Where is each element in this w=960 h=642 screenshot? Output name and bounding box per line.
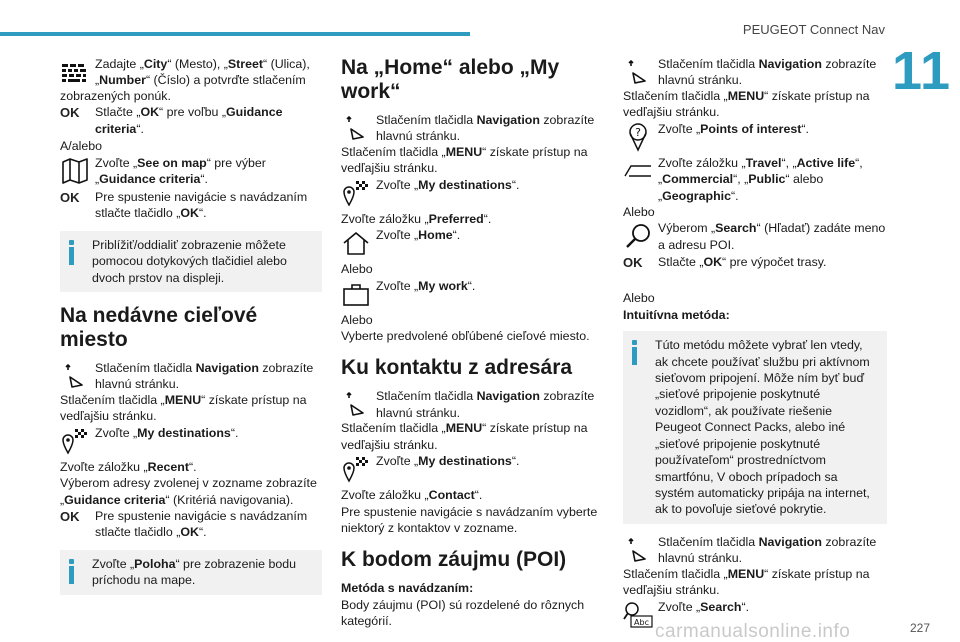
step-text: Zadajte „City“ (Mesto), „Street“ (Ulica), „Number“ (Číslo) a potvrďte stlačením bbox=[95, 57, 310, 88]
info-note bbox=[60, 231, 322, 292]
step-start-nav bbox=[60, 189, 322, 223]
briefcase-icon bbox=[341, 279, 371, 309]
step-home bbox=[341, 227, 605, 261]
step-text: Zvoľte záložku „Recent“. bbox=[60, 459, 197, 474]
svg-text:Abc: Abc bbox=[634, 617, 649, 627]
destination-pin-icon bbox=[60, 426, 90, 456]
ok-icon: OK bbox=[60, 189, 80, 205]
alebo-text: Alebo bbox=[341, 312, 373, 327]
step-text: Zvoľte „Home“. bbox=[376, 228, 461, 243]
step-text: Stlačením tlačidla „MENU“ získate prístup na vedľajšiu stránku. bbox=[341, 145, 588, 176]
search-icon bbox=[623, 221, 653, 251]
alebo-text: Alebo bbox=[623, 291, 655, 306]
step-text: Výberom adresy zvolenej v zozname zobrazíte „Guidance criteria“ (Kritériá navigovania). bbox=[60, 476, 317, 507]
step-enter-address bbox=[60, 56, 322, 90]
keyboard-icon bbox=[60, 57, 90, 87]
alebo-text: Alebo bbox=[623, 205, 655, 220]
note-text: Priblížiť/oddialiť zobrazenie môžete pomocou dotykových tlačidiel alebo dvoch prstov na displeji. bbox=[92, 237, 287, 285]
step-text: Zvoľte „My destinations“. bbox=[95, 425, 239, 440]
step-text: Pre spustenie navigácie s navádzaním stlačte tlačidlo „OK“. bbox=[95, 189, 308, 221]
step-ok-guidance bbox=[60, 104, 322, 138]
info-icon bbox=[68, 240, 74, 266]
step-text: Stlačením tlačidla „MENU“ získate prístup na vedľajšiu stránku. bbox=[341, 421, 588, 452]
step-text: Stlačením tlačidla „MENU“ získate prístup na vedľajšiu stránku. bbox=[60, 393, 307, 424]
map-icon bbox=[60, 156, 90, 186]
step-text: Zvoľte „My work“. bbox=[376, 278, 476, 293]
svg-text:?: ? bbox=[635, 125, 641, 139]
destination-pin-icon bbox=[341, 454, 371, 484]
step-search bbox=[623, 220, 887, 254]
step-text: Stlačením tlačidla Navigation zobrazíte hlavnú stránku. bbox=[376, 389, 595, 420]
watermark-text: carmanualsonline.info bbox=[655, 620, 851, 642]
column-1 bbox=[60, 56, 322, 605]
tabs-icon bbox=[623, 156, 653, 186]
info-icon bbox=[631, 340, 637, 366]
step-text: Stlačením tlačidla Navigation zobrazíte hlavnú stránku. bbox=[95, 361, 314, 392]
step-navigation bbox=[623, 56, 887, 90]
navigation-arrow-icon bbox=[60, 361, 90, 391]
method-label: Metóda s navádzaním: bbox=[341, 581, 474, 596]
section-heading-home: Na „Home“ alebo „My work“ bbox=[341, 56, 560, 103]
step-navigation bbox=[60, 360, 322, 394]
step-my-destinations bbox=[341, 453, 605, 487]
step-text: Stlačením tlačidla Navigation zobrazíte hlavnú stránku. bbox=[658, 57, 877, 88]
destination-pin-icon bbox=[341, 178, 371, 208]
step-text: Pre spustenie navigácie s navádzaním vyberte niektorý z kontaktov v zozname. bbox=[341, 504, 598, 536]
ok-icon: OK bbox=[623, 255, 643, 271]
search-text-icon bbox=[623, 600, 653, 630]
step-text: Stlačením tlačidla Navigation zobrazíte hlavnú stránku. bbox=[376, 113, 595, 144]
note-text: Zvoľte „Poloha“ pre zobrazenie bodu príchodu na mape. bbox=[92, 557, 297, 588]
section-heading-poi: K bodom záujmu (POI) bbox=[341, 548, 567, 572]
step-poi bbox=[623, 121, 887, 155]
step-text-cont: zobrazených ponúk. bbox=[60, 89, 171, 103]
ok-icon: OK bbox=[60, 105, 80, 121]
step-text: Zvoľte záložku „Preferred“. bbox=[341, 211, 492, 226]
method-label: Intuitívna metóda: bbox=[623, 307, 730, 322]
column-2 bbox=[341, 56, 605, 630]
step-text: Pre spustenie navigácie s navádzaním stlačte tlačidlo „OK“. bbox=[95, 509, 308, 540]
step-text: Stlačením tlačidla „MENU“ získate prístup na vedľajšiu stránku. bbox=[623, 89, 870, 120]
step-text: Vyberte predvolené obľúbené cieľové miesto. bbox=[341, 329, 590, 344]
alebo-text: A/alebo bbox=[60, 139, 103, 154]
header-title: PEUGEOT Connect Nav bbox=[742, 22, 885, 37]
poi-question-icon bbox=[623, 122, 653, 152]
step-text: Stlačte „OK“ pre voľbu „Guidance criteria“. bbox=[95, 105, 283, 136]
section-heading-contact: Ku kontaktu z adresára bbox=[341, 356, 573, 380]
navigation-arrow-icon bbox=[623, 57, 653, 87]
column-3 bbox=[623, 56, 887, 633]
home-icon bbox=[341, 228, 371, 258]
navigation-arrow-icon bbox=[623, 535, 653, 565]
step-category-tabs bbox=[623, 155, 887, 204]
section-heading-recent: Na nedávne cieľové miesto bbox=[60, 304, 258, 352]
step-text: Zvoľte záložku „Travel“, „Active life“, „Commercial“, „Public“ alebo „Geographic“. bbox=[658, 155, 863, 203]
step-text: Stlačením tlačidla „MENU“ získate prístup na vedľajšiu stránku. bbox=[623, 566, 870, 598]
step-my-work bbox=[341, 278, 605, 312]
info-icon bbox=[68, 559, 74, 585]
step-text: Zvoľte záložku „Contact“. bbox=[341, 488, 483, 503]
step-text: Zvoľte „Search“. bbox=[658, 599, 750, 614]
navigation-arrow-icon bbox=[341, 113, 371, 143]
step-navigation bbox=[341, 388, 605, 422]
step-see-on-map bbox=[60, 155, 322, 189]
step-ok-route bbox=[623, 254, 887, 284]
step-text: Zvoľte „My destinations“. bbox=[376, 454, 520, 469]
step-navigation bbox=[623, 534, 887, 568]
info-note bbox=[60, 550, 322, 595]
step-my-destinations bbox=[341, 177, 605, 211]
alebo-text: Alebo bbox=[341, 262, 373, 277]
step-text: Zvoľte „My destinations“. bbox=[376, 177, 520, 192]
note-text: Túto metódu môžete vybrať len vtedy, ak chcete používať službu pri aktívnom sieťovom pripojení. Môže ním byť buď „sieťové pripojenie poskytnuté vozidlom“, ak používate riešenie Peugeot Connect Packs, alebo iné „sieťové pripojenie poskytnuté používateľom“ prostredníctvom smartfónu, V oboch prípadoch sa systém automaticky pripája na internet, ak to povoľuje sieťové pokrytie. bbox=[655, 338, 870, 517]
page-number: 227 bbox=[909, 620, 930, 635]
step-my-destinations bbox=[60, 425, 322, 459]
navigation-arrow-icon bbox=[341, 389, 371, 419]
info-note bbox=[623, 331, 887, 523]
step-text: Stlačením tlačidla Navigation zobrazíte hlavnú stránku. bbox=[658, 534, 877, 566]
step-text: Výberom „Search“ (Hľadať) zadáte meno a adresu POI. bbox=[658, 221, 886, 252]
header-accent-bar bbox=[0, 32, 470, 36]
step-text: Zvoľte „Points of interest“. bbox=[658, 121, 809, 136]
chapter-number: 11 bbox=[892, 41, 952, 101]
ok-icon: OK bbox=[60, 509, 80, 525]
step-navigation bbox=[341, 112, 605, 146]
step-text: Body záujmu (POI) sú rozdelené do rôznych kategórií. bbox=[341, 597, 585, 629]
step-start-nav bbox=[60, 508, 322, 542]
step-text: Zvoľte „See on map“ pre výber „Guidance criteria“. bbox=[95, 155, 266, 187]
step-text: Stlačte „OK“ pre výpočet trasy. bbox=[658, 255, 827, 270]
